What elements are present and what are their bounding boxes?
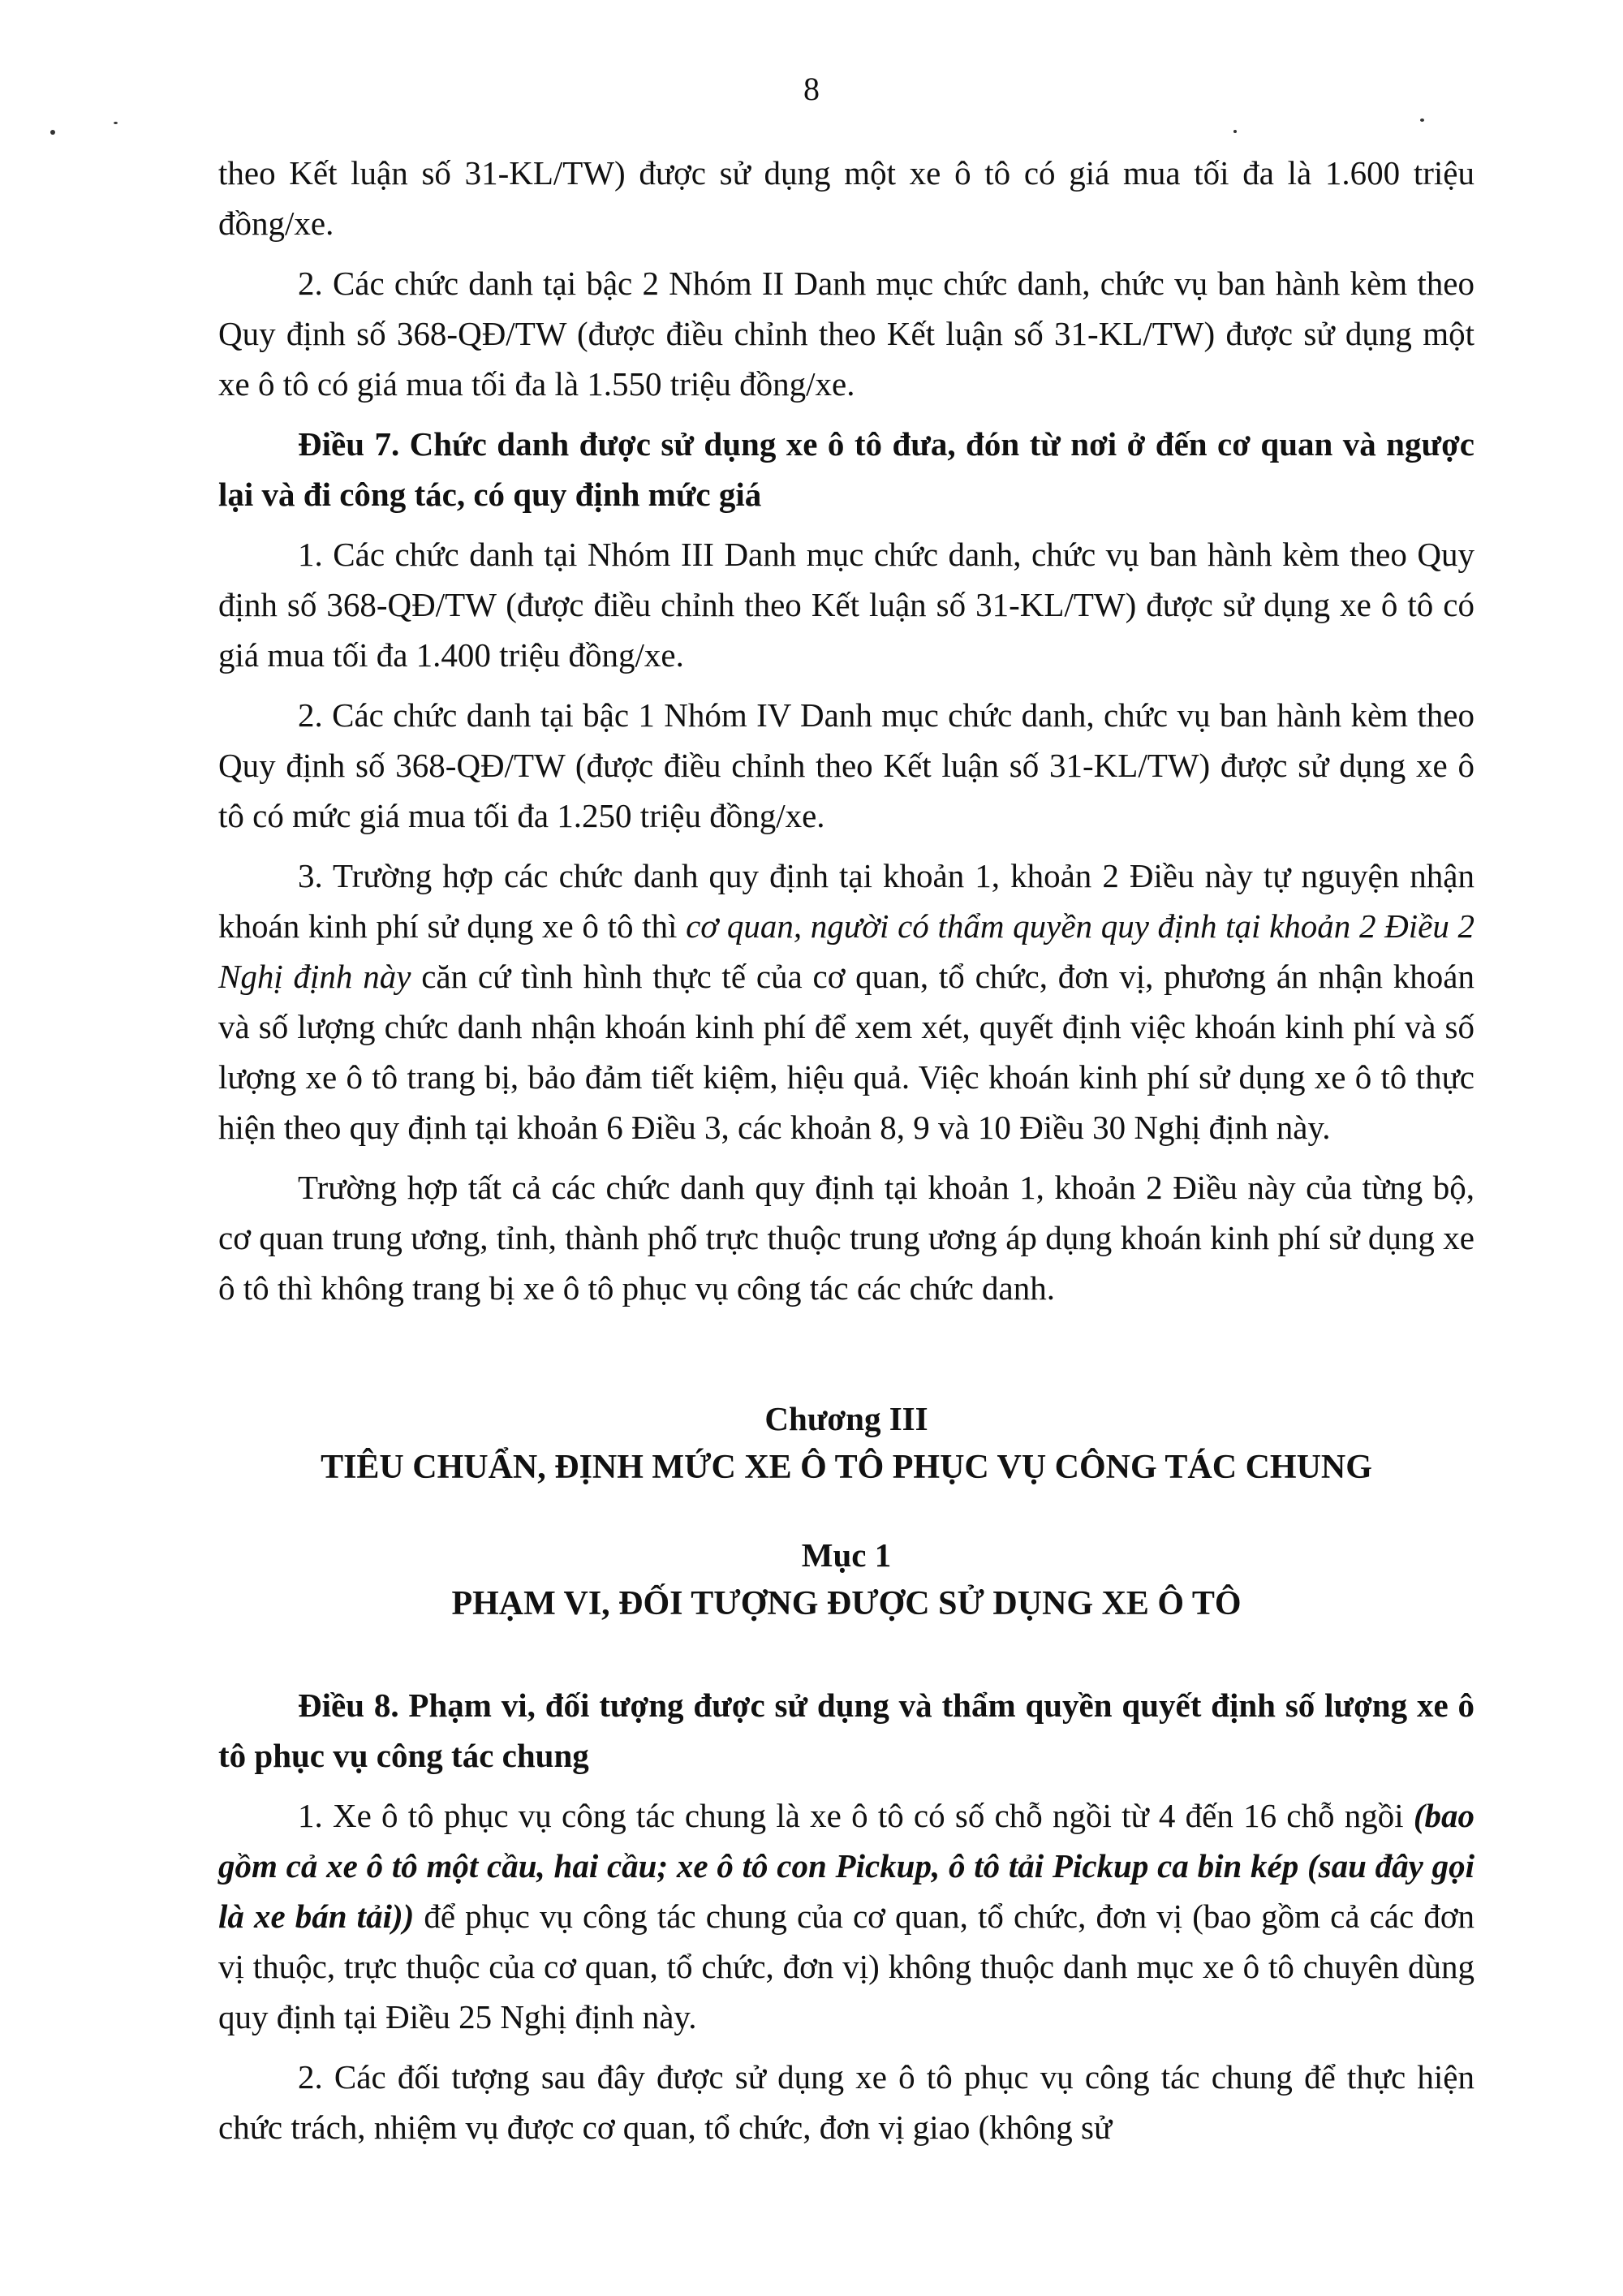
section-label: Mục 1: [801, 1536, 892, 1574]
document-body: [218, 148, 1474, 2162]
section-heading: [218, 1531, 1474, 1628]
scan-speck: [1233, 130, 1237, 133]
scan-speck: [1420, 118, 1424, 122]
article-8-khoan-1: [218, 1790, 1474, 2042]
chapter-heading: [218, 1394, 1474, 1492]
paragraph-khoan-2: 2. Các chức danh tại bậc 2 Nhóm II Danh mục chức danh, chức vụ ban hành kèm theo Quy định số 368-QĐ/TW (được điều chỉnh theo Kết luận số 31-KL/TW) được sử dụng một xe ô tô có giá mua tối đa là 1.550 triệu đồng/xe.: [218, 265, 1474, 403]
scan-speck: [114, 122, 118, 124]
scan-speck: [50, 130, 55, 135]
article-8-khoan-1-end: để phục vụ công tác chung của cơ quan, tổ chức, đơn vị (bao gồm cả các đơn vị thuộc, trực thuộc của cơ quan, tổ chức, đơn vị) không thuộc danh mục xe ô tô chuyên dùng quy định tại Điều 25 Nghị định này.: [218, 1898, 1474, 2035]
khoan-3-text-start: 3. Trường hợp các chức danh quy định tại khoản 1, khoản 2 Điều này tự nguyện nhận khoán kinh phí sử dụng xe ô tô thì: [218, 857, 1474, 945]
article-8-khoan-1-bold-italic: (bao gồm cả xe ô tô một cầu, hai cầu; xe ô tô con Pickup, ô tô tải Pickup ca bin kép (sau đây gọi là xe bán tải)): [218, 1797, 1474, 1935]
article-7-khoan-3: [218, 851, 1474, 1152]
paragraph-continuation: theo Kết luận số 31-KL/TW) được sử dụng một xe ô tô có giá mua tối đa là 1.600 triệu đồng/xe.: [218, 154, 1474, 242]
khoan-3-italic-text: cơ quan, người có thẩm quyền quy định tại khoản 2 Điều 2 Nghị định này: [218, 907, 1474, 995]
section-title: PHẠM VI, ĐỐI TƯỢNG ĐƯỢC SỬ DỤNG XE Ô TÔ: [451, 1585, 1242, 1622]
article-7-khoan-2: 2. Các chức danh tại bậc 1 Nhóm IV Danh mục chức danh, chức vụ ban hành kèm theo Quy định số 368-QĐ/TW (được điều chỉnh theo Kết luận số 31-KL/TW) được sử dụng xe ô tô có mức giá mua tối đa 1.250 triệu đồng/xe.: [218, 696, 1474, 834]
article-8-khoan-2: 2. Các đối tượng sau đây được sử dụng xe ô tô phục vụ công tác chung để thực hiện chức trách, nhiệm vụ được cơ quan, tổ chức, đơn vị giao (không sử: [218, 2058, 1474, 2146]
article-8-khoan-1-start: 1. Xe ô tô phục vụ công tác chung là xe ô tô có số chỗ ngồi từ 4 đến 16 chỗ ngồi: [298, 1797, 1414, 1834]
chapter-title: TIÊU CHUẨN, ĐỊNH MỨC XE Ô TÔ PHỤC VỤ CÔNG TÁC CHUNG: [321, 1449, 1372, 1486]
khoan-3-text-end: căn cứ tình hình thực tế của cơ quan, tổ chức, đơn vị, phương án nhận khoán và số lượng chức danh nhận khoán kinh phí để xem xét, quyết định việc khoán kinh phí và số lượng xe ô tô trang bị, bảo đảm tiết kiệm, hiệu quả. Việc khoán kinh phí sử dụng xe ô tô thực hiện theo quy định tại khoản 6 Điều 3, các khoản 8, 9 và 10 Điều 30 Nghị định này.: [218, 958, 1474, 1146]
article-7-heading: Điều 7. Chức danh được sử dụng xe ô tô đưa, đón từ nơi ở đến cơ quan và ngược lại và đi công tác, có quy định mức giá: [218, 425, 1474, 513]
article-7-khoan-1: 1. Các chức danh tại Nhóm III Danh mục chức danh, chức vụ ban hành kèm theo Quy định số 368-QĐ/TW (được điều chỉnh theo Kết luận số 31-KL/TW) được sử dụng xe ô tô có giá mua tối đa 1.400 triệu đồng/xe.: [218, 536, 1474, 674]
chapter-label: Chương III: [764, 1400, 928, 1437]
article-8-heading: Điều 8. Phạm vi, đối tượng được sử dụng và thẩm quyền quyết định số lượng xe ô tô phục vụ công tác chung: [218, 1686, 1474, 1774]
article-7-khoan-3-tail: Trường hợp tất cả các chức danh quy định tại khoản 1, khoản 2 Điều này của từng bộ, cơ quan trung ương, tỉnh, thành phố trực thuộc trung ương áp dụng khoán kinh phí sử dụng xe ô tô thì không trang bị xe ô tô phục vụ công tác các chức danh.: [218, 1169, 1474, 1307]
page-number: 8: [803, 71, 820, 107]
